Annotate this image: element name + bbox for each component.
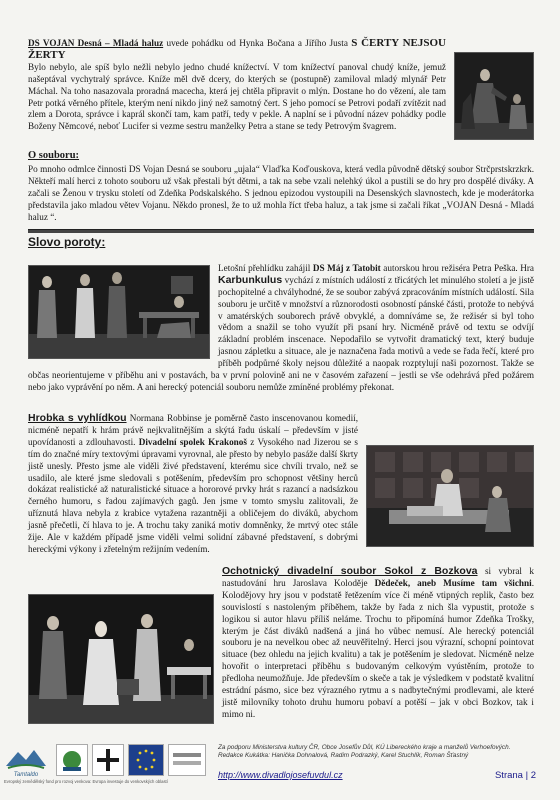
intro-lead: uvede pohádku od Hynka Bočana a Jiřího Justa xyxy=(163,38,352,48)
footer-editors: Redakce Kukátka: Hanička Dohnalová, Radim Podrazký, Karel Stuchlík, Roman Šťastný xyxy=(218,752,469,759)
hrobka-section xyxy=(28,413,534,556)
hrobka-body-c: z Vysokého nad Jizerou se s tím do značné míry textovými úpravami vyrovnal, ale přesto by nebylo pasáže další škrty jistě unesly. Přesto jsme ale viděli živé představení, kterému sice chvíli trvalo, než se usadilo, ale které jsme sledovali s potěšením, především pro schopnost většiny herců dokázat realistické až naturalistické situace a hororové prvky hrát s razancí a nadsázkou černého humoru, s řadou zajímavých gagů. Jen jsme v tomto smyslu zalitovali, že uříznutá hlava nebyla z krabice vytažena razantněji a obličejem do diváků, abychom jasně přečetli, čí hlava to je. A trochu taky zaniká motiv domněnky, že mrtvý otec stále žije. Ale v každém případě jsme viděli velmi solidní zábavné představení, s dobrými hereckými výkony i zřetelným režijním vedením. xyxy=(28,436,358,554)
footer-logo-5 xyxy=(168,744,206,776)
footer-support: Za podporu Ministerstva kultury ČR, Obce Josefův Důl, KÚ Libereckého kraje a manželů Verhoefových. xyxy=(218,744,511,751)
footer-website-link[interactable]: http://www.divadlojosefuvdul.cz xyxy=(218,770,343,780)
photo-hrobka-image xyxy=(367,446,533,546)
hrobka-body-a: Normana Robbinse je poměrně často inscenovanou komedií, nicméně nepatří k hrám právě nejkvalitnějším a skýtá řadu úskalí – především v jisté upovídanosti a zdlouhavosti. xyxy=(28,413,358,447)
photo-hrobka xyxy=(366,445,534,547)
footer-logo-3 xyxy=(92,744,124,776)
footer xyxy=(0,736,560,800)
about-section xyxy=(28,150,534,223)
ochotnicky-body-a: si vybral k nastudování hru Jaroslava Koloděje xyxy=(222,566,534,588)
jury-play-karbunkulus: Karbunkulus xyxy=(218,273,283,286)
jury-title: Slovo poroty: xyxy=(28,235,106,249)
ochotnicky-title: Ochotnický divadelní soubor Sokol z Bozkova xyxy=(222,565,478,577)
ochotnicky-body-c: . Kolodějovy hry jsou v podstatě řetězením více či méně vtipných replik, často bez souvislostí s nastoleným příběhem, takže by řada z nich šla vypustit, protože s logikou si autor hlavu příliš neláme. Trochu to připomíná humor Zdeňka Trošky, kterým je část diváků nadšená a jiná ho vůbec nemusí. Ale herecký potenciál souboru je na nevelkou obec až neuvěřitelný. Herci jsou výrazní, schopní pointovat situace (bez ohledu na jejich kvalitu) a tak je potěšením je sledovat. Nicméně nelze hovořit o interpretaci příběhu s budovaným celkovým vyústěním, protože to předloha neumožňuje. Jde především o skeče a tak je výsledkem v podstatě kvalitní estrádní pásmo, sice bez výrazného rytmu a s nadbytečnými prodlevami, ale které jistě milovníky tohoto druhu humoru pobaví a potěší – jak v obci Bozkov, tak i mimo ni. xyxy=(222,577,534,719)
jury-body-c: autorskou hrou režiséra Petra Peška. Hra xyxy=(380,262,535,273)
photo-dedecek xyxy=(28,594,214,724)
hrobka-troupe-krakonos: Divadelní spolek Krakonoš xyxy=(138,436,247,447)
footer-eu-caption: Evropský zemědělský fond pro rozvoj venkova: Evropa investuje do venkovských oblastí xyxy=(4,779,168,784)
photo-devils-play xyxy=(454,52,534,140)
page-number: Strana | 2 xyxy=(494,770,536,781)
leaf-logo-icon xyxy=(57,745,87,775)
jury-body-a: Letošní přehlídku zahájil xyxy=(218,262,313,273)
photo-devils-play-image xyxy=(455,53,533,139)
photo-karbunkulus xyxy=(28,265,210,359)
ochotnicky-section xyxy=(28,566,534,728)
footer-logo-tamtaldo xyxy=(4,744,48,778)
footer-support-text xyxy=(218,744,538,760)
about-title: O souboru: xyxy=(28,150,80,161)
stripes-logo-icon xyxy=(169,745,205,775)
jury-body-e: vychází z místních událostí z třicátých let minulého století a je jistě pochopitelné a chvályhodné, že se soubor zabývá zpracováním místních událostí. Sila souboru je určitě v množství a různorodosti osobností pánské části, protože to nebývá v amatérských souborech právě obvyklé, a domníváme se, že režisér si byl toho vědom a snažil se toho využít při psaní hry. Nicméně právě od textu se odvíjí základní problém inscenace. Nepodařilo se vytvořit dramatický text, který buduje jasnou zápletku a situace, ale je naznačena řada motivů a vede se řada řečí, které pro příběh podpůrné školy nejsou důležité a naopak rozptylují naši pozornost. Takže se občas neorientujeme v příběhu ani v postavách, ba v první polovině ani ne v časovém zařazení – jestli se vše odehrává před požárem nebo jako vyprávění po něm. A ani herecký potenciál souboru nemůže zmíněné problémy překonat. xyxy=(28,274,534,392)
about-body: Po mnoho odmlce činnosti DS Vojan Desná se souboru „ujala“ Vlaďka Koďouskova, která vedla původně dětský soubor Strčprstskrzkrk. Někteří malí herci z tohoto souboru už však přestali být dětmi, a tak na sebe vzali nelehký úkol a pustili se do hry pro dospělé diváky. A začali se Ženou v trysku století od Zdeňka Podskalského. S jednou epizodou vystoupili na Desenských slavnostech, kde je moderátorka představila jako mladou větev Vojanu. Někdo pronesl, že to už mohla říct třeba haluz, a tak jsme si začali říkat „VOJAN Desná - Mladá haluz “. xyxy=(28,163,534,222)
footer-logo-eu xyxy=(128,744,164,776)
intro-play-title: S ČERTY NEJSOU ŽERTY xyxy=(28,37,446,61)
intro-body: Bylo nebylo, ale spíš bylo nežli nebylo jedno chudé knížectví. V tom knížectví panoval chudý kníže, jemuž našeptával vychytralý správce. Kníže měl dvě dcery, do kterých se (postupně) zamiloval mladý mlynář Petr Máchal. Na toho nasazovala proradná macecha, která jej chtěla připravit o mlýn. Dostane ho do vězení, ale tam Petr potká věrného přítele, kterým není nikdo jiný než samotný čert. S jeho pomocí se Petrovi podaří zvítězit nad zlem a Dorota, správce i kaprál skončí tam, kam patří, tedy v pekle. A naplní se i původní název pohádky podle Boženy Němcové, neboť Lucifer si vezme sestru manželky Petra a stane se tedy Petrovým švagrem. xyxy=(28,61,446,132)
hrobka-title: Hrobka s vyhlídkou xyxy=(28,412,127,424)
mountain-logo-icon xyxy=(4,744,48,774)
eu-flag-icon xyxy=(129,745,163,775)
jury-troupe-maj: DS Máj z Tatobit xyxy=(312,262,381,273)
cross-logo-icon xyxy=(93,745,123,775)
ochotnicky-play-dedecek: Dědeček, aneb Musíme tam všichni xyxy=(374,577,532,588)
photo-dedecek-image xyxy=(29,595,213,723)
jury-section xyxy=(28,237,534,394)
photo-karbunkulus-image xyxy=(29,266,209,358)
footer-logo-2 xyxy=(56,744,88,776)
intro-heading: DS VOJAN Desná – Mladá haluz xyxy=(28,38,164,48)
divider-1 xyxy=(28,229,534,233)
intro-section xyxy=(28,38,534,144)
footer-logo-text: Tamtaldo xyxy=(13,772,39,778)
